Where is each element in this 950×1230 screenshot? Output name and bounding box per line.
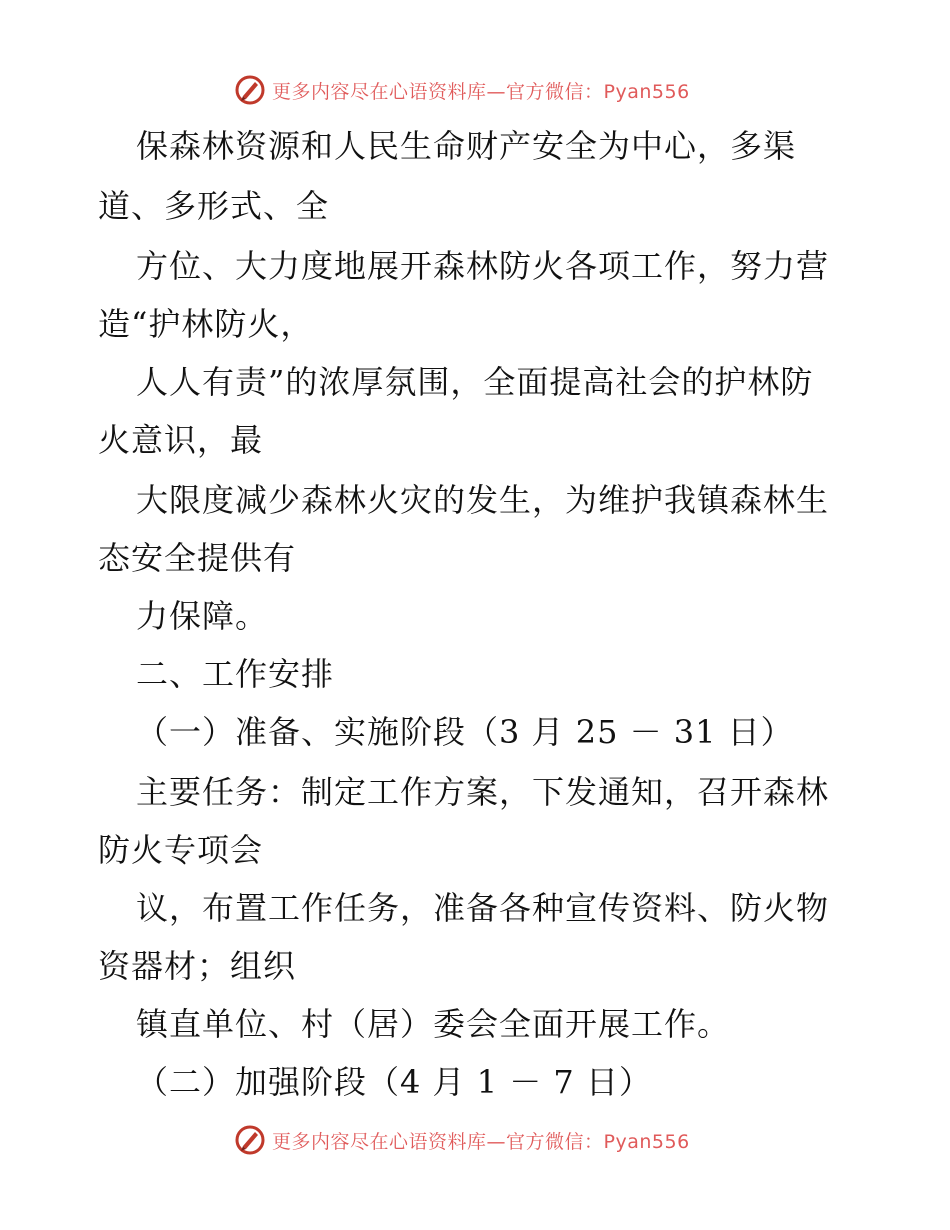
text-line: 资器材；组织 xyxy=(98,947,297,985)
text-line: 道、多形式、全 xyxy=(98,187,330,225)
watermark-text: 更多内容尽在心语资料库—官方微信：Pyan556 xyxy=(272,1130,690,1153)
pen-seal-logo-icon xyxy=(234,1124,266,1156)
subsection-heading: （二）加强阶段（4 月 1 － 7 日） xyxy=(136,1063,652,1101)
text-line: 保森林资源和人民生命财产安全为中心，多渠 xyxy=(136,127,797,165)
text-line: 大限度减少森林火灾的发生，为维护我镇森林生 xyxy=(136,481,830,519)
text-line: 主要任务：制定工作方案，下发通知，召开森林 xyxy=(136,773,830,811)
watermark-text: 更多内容尽在心语资料库—官方微信：Pyan556 xyxy=(272,80,690,103)
text-line: 议，布置工作任务，准备各种宣传资料、防火物 xyxy=(136,889,830,927)
text-line: 镇直单位、村（居）委会全面开展工作。 xyxy=(136,1005,731,1043)
text-line: 态安全提供有 xyxy=(98,539,297,577)
subsection-heading: （一）准备、实施阶段（3 月 25 － 31 日） xyxy=(136,713,794,751)
text-line: 力保障。 xyxy=(136,597,269,635)
text-line: 方位、大力度地展开森林防火各项工作，努力营 xyxy=(136,247,830,285)
text-line: 造“护林防火， xyxy=(98,305,314,343)
text-line: 火意识，最 xyxy=(98,421,264,459)
section-heading: 二、工作安排 xyxy=(136,655,335,693)
text-line: 人人有责”的浓厚氛围，全面提高社会的护林防 xyxy=(136,363,814,401)
text-line: 防火专项会 xyxy=(98,831,264,869)
footer-watermark xyxy=(234,1122,754,1158)
